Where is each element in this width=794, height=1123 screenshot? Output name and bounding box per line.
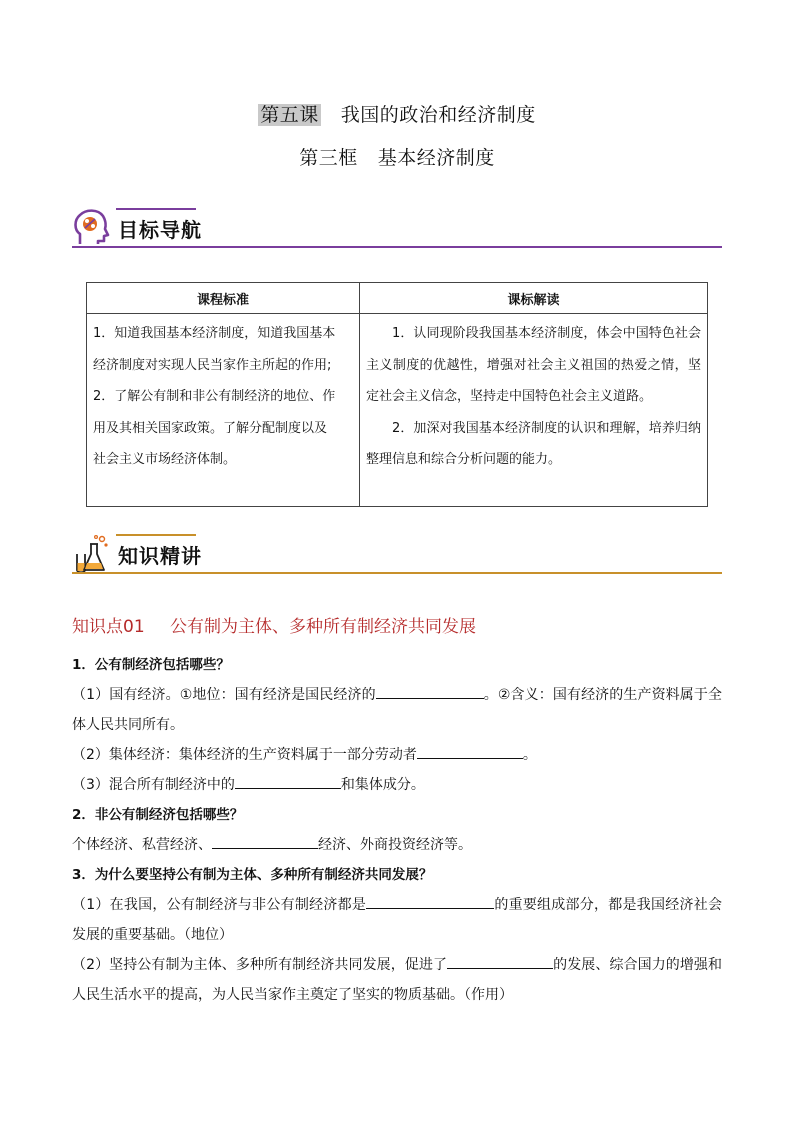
knowledge-point-heading bbox=[72, 614, 476, 640]
section-title: 知识精讲 bbox=[118, 544, 202, 568]
fill-in-blank[interactable] bbox=[447, 954, 553, 969]
section-header-goals bbox=[72, 208, 722, 250]
curriculum-table bbox=[86, 282, 708, 507]
header-rule bbox=[72, 572, 722, 574]
header-accent-bar bbox=[116, 534, 196, 536]
lab-flask-icon bbox=[72, 534, 110, 574]
answer-text: （2）集体经济：集体经济的生产资料属于一部分劳动者 bbox=[72, 747, 417, 763]
fill-in-blank[interactable] bbox=[417, 744, 523, 759]
answer-3-2 bbox=[72, 950, 722, 1010]
head-brain-icon bbox=[72, 208, 110, 248]
standard-line: 社会主义市场经济体制。 bbox=[93, 452, 237, 467]
interpretation-paragraph: 2．加深对我国基本经济制度的认识和理解，培养归纳整理信息和综合分析问题的能力。 bbox=[366, 420, 701, 467]
question-2: 2．非公有制经济包括哪些？ bbox=[72, 807, 244, 823]
interpretation-paragraph: 1．认同现阶段我国基本经济制度，体会中国特色社会主义制度的优越性，增强对社会主义祖国的热爱之情，坚定社会主义信念，坚持走中国特色社会主义道路。 bbox=[366, 326, 701, 404]
standard-line: 用及其相关国家政策。了解分配制度以及 bbox=[93, 420, 328, 436]
knowledge-point-title: 公有制为主体、多种所有制经济共同发展 bbox=[170, 617, 476, 637]
answer-text: （1）在我国，公有制经济与非公有制经济都是 bbox=[72, 897, 367, 913]
standard-cell bbox=[87, 314, 360, 507]
content-body bbox=[72, 650, 722, 1010]
answer-1-3 bbox=[72, 770, 722, 800]
interpretation-cell bbox=[360, 314, 708, 507]
lesson-number: 第五课 bbox=[260, 104, 319, 126]
table-header-standard: 课程标准 bbox=[87, 283, 360, 314]
standard-line: 1．知道我国基本经济制度，知道我国基本 bbox=[93, 326, 336, 341]
question-1: 1．公有制经济包括哪些？ bbox=[72, 657, 230, 673]
frame-number: 第三框 bbox=[299, 147, 358, 169]
frame-name: 基本经济制度 bbox=[377, 147, 495, 169]
header-rule bbox=[72, 246, 722, 248]
fill-in-blank[interactable] bbox=[235, 774, 341, 789]
question-3: 3．为什么要坚持公有制为主体、多种所有制经济共同发展？ bbox=[72, 867, 433, 883]
standard-line: 经济制度对实现人民当家作主所起的作用; bbox=[93, 357, 332, 373]
lesson-name: 我国的政治和经济制度 bbox=[340, 104, 536, 126]
header-accent-bar bbox=[116, 208, 196, 210]
answer-2 bbox=[72, 830, 722, 860]
answer-text: （3）混合所有制经济中的 bbox=[72, 777, 235, 793]
section-header-knowledge bbox=[72, 534, 722, 576]
answer-text: 经济、外商投资经济等。 bbox=[318, 837, 472, 853]
knowledge-point-number: 知识点01 bbox=[72, 617, 145, 637]
answer-text: 。②含义：国有经济的生产资料属于全体人民共同所有。 bbox=[72, 687, 722, 733]
fill-in-blank[interactable] bbox=[376, 684, 484, 699]
answer-1-2 bbox=[72, 740, 722, 770]
answer-text: （2）坚持公有制为主体、多种所有制经济共同发展，促进了 bbox=[72, 957, 448, 973]
answer-3-1 bbox=[72, 890, 722, 950]
answer-1-1 bbox=[72, 680, 722, 740]
table-header-interpretation: 课标解读 bbox=[360, 283, 708, 314]
fill-in-blank[interactable] bbox=[366, 894, 494, 909]
answer-text: 和集体成分。 bbox=[340, 777, 425, 793]
answer-text: 的重要组成部分，都是我国经济社会发展的重要基础。（地位） bbox=[72, 897, 723, 943]
fill-in-blank[interactable] bbox=[212, 834, 318, 849]
section-title: 目标导航 bbox=[118, 218, 202, 242]
answer-text: 。 bbox=[522, 747, 537, 763]
answer-text: 个体经济、私营经济、 bbox=[72, 837, 212, 853]
answer-text: 的发展、综合国力的增强和人民生活水平的提高，为人民当家作主奠定了坚实的物质基础。（作用） bbox=[72, 957, 723, 1003]
answer-text: （1）国有经济。①地位：国有经济是国民经济的 bbox=[72, 687, 376, 703]
lesson-title bbox=[0, 102, 794, 128]
frame-title bbox=[0, 145, 794, 171]
standard-line: 2．了解公有制和非公有制经济的地位、作 bbox=[93, 389, 336, 404]
